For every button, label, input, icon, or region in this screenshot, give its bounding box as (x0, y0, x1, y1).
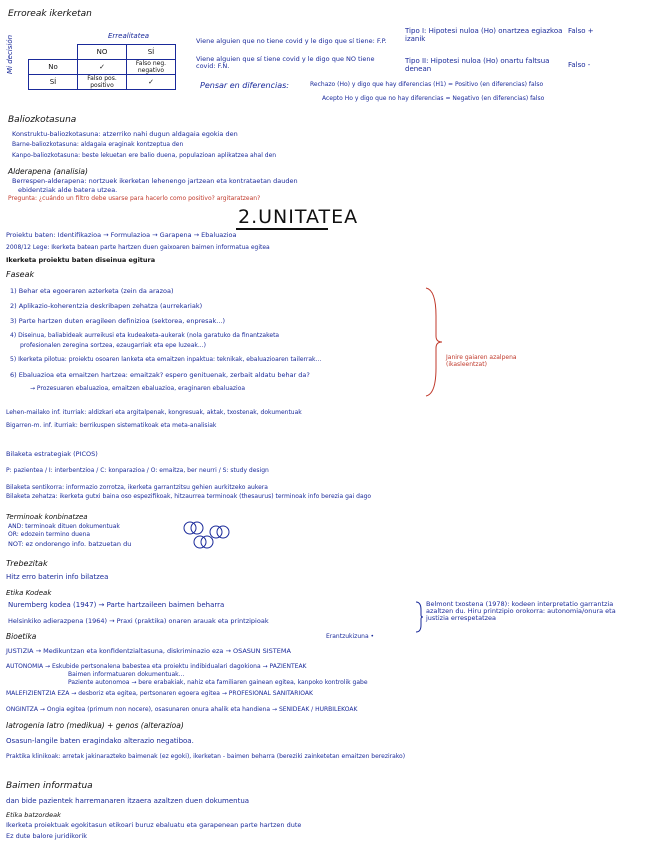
venn-diagram-icons (180, 518, 244, 552)
reality-header: Errealitatea (108, 32, 150, 40)
clinical-practice: Praktika klinikoak: arretak jakinarazteko baimenak (ez egoki), ikerketan - baimen beharra (bereziki zainketetan emaitzen berezirako) (6, 753, 406, 760)
design-structure-line: Ikerketa proiektu baten diseinua egitura (6, 256, 156, 264)
secondary-sources: Bigarren-m. inf. iturriak: berrikuspen sistematikoak eta meta-analisiak (6, 422, 217, 429)
bias-confirmation: Berrespen-alderapena: nortzuek ikerketan lehenengo jartzean eta kontrataetan dauden (12, 177, 298, 185)
term-and: AND: terminoak dituen dokumentuak (8, 523, 120, 530)
phase-6-cont: → Prozesuaren ebaluazioa, emaitzen ebaluazioa, eraginaren ebaluazioa (30, 385, 246, 392)
law-line: 2008/12 Lege: Ikerketa batean parte hartzen duen gaixoaren baimen informatua egitea (6, 244, 270, 251)
specific-search: Bilaketa zehatza: ikerketa gutxi baina oso espezifikoak, hitzaurrea terminoak (thesaurus) terminoak info berezia gai dago (6, 493, 372, 500)
iatrogenia-definition: Osasun-langile baten eragindako alterazio negatiboa. (6, 737, 194, 745)
bias-title: Alderapena (analisia) (8, 167, 88, 176)
cell-si-si: ✓ (127, 75, 176, 90)
validity-title: Baliozkotasuna (8, 115, 77, 125)
pensar-acepto: Acepto Ho y digo que no hay diferencias = Negativo (en diferencias) falso (322, 95, 545, 102)
autonomy-consent: Baimen informatuaren dokumentuak... (68, 671, 185, 678)
col-header-si: SÍ (127, 45, 176, 60)
nonmaleficence-principle: MALEFIZIENTZIA EZA → desboriz eta egitea, pertsonaren egoera egitea → PROFESIONAL SANITARIOAK (6, 690, 313, 697)
sensitive-search: Bilaketa sentikorra: informazio zorrotza, ikerketa garrantzitsu gehien aurkitzeko aukera (6, 484, 268, 491)
primary-sources: Lehen-mailako inf. iturriak: aldizkari eta argitalpenak, kongresuak, aktak, txostenak, dokumentuak (6, 409, 302, 416)
belmont-brace-icon (414, 600, 424, 634)
truncation-title: Trebezitak (6, 559, 48, 568)
error-table (28, 44, 176, 90)
ethics-committee-role: Ikerketa proiektuak egokitasun etikoari buruz ebaluatu eta garapenean parte hartzen dute (6, 821, 302, 829)
errors-title: Erroreak ikerketan (8, 9, 92, 19)
helsinki-declaration: Helsinkiko adierazpena (1964) → Praxi (praktika) onaren arauak eta printzipioak (8, 617, 269, 625)
picos-line: P: pazientea / I: interbentzioa / C: konparazioa / O: emaitza, ber neurri / S: study design (6, 467, 269, 474)
phases-note: Janire gaiaren azalpena (ikasleentzat) (446, 354, 517, 368)
justice-principle: JUSTIZIA → Medikuntzan eta konfidentzialtasuna, diskriminazio eza → OSASUN SISTEMA (6, 647, 291, 655)
tipo2-tag: Falso - (568, 61, 591, 69)
ethics-codes-title: Etika Kodeak (6, 589, 52, 597)
col-header-no: NO (78, 45, 127, 60)
autonomy-principle: AUTONOMIA → Eskubide pertsonalena babestea eta proiektu indibidualari dagokiona → PAZIENTEAK (6, 663, 307, 670)
phase-3: 3) Parte hartzen duten eragileen definizioa (sektorea, enpresak...) (10, 317, 225, 325)
cell-no-si: Falso neg. negativo (127, 60, 176, 75)
bioethics-title: Bioetika (6, 632, 37, 641)
informed-consent-title: Baimen informatua (6, 781, 93, 791)
note-false-negative: Viene alguien que sí tiene covid y le digo que NO tiene covid: F.N. (196, 55, 375, 71)
phase-6: 6) Ebaluazioa eta emaitzen hartzea: emaitzak? espero genituenak, zerbait aldatu behar da? (10, 371, 310, 379)
phases-brace-icon (424, 286, 444, 398)
ethics-committee-legal: Ez dute balore juridikorik (6, 832, 88, 840)
table-corner (29, 45, 78, 60)
iatrogenia-title: Iatrogenia Iatro (medikua) + genos (alterazioa) (6, 721, 184, 730)
bias-confirmation-cont: ebidentziak alde batera utzea. (18, 186, 118, 194)
phase-2: 2) Aplikazio-koherentzia deskribapen zehatza (aurrekariak) (10, 302, 203, 310)
unit-title-underline (236, 228, 328, 230)
row-header-no: No (29, 60, 78, 75)
decision-side-label: Mi decisión (6, 34, 14, 74)
cell-no-no: ✓ (78, 60, 127, 75)
note-false-positive: Viene alguien que no tiene covid y le digo que sí tiene: F.P. (196, 37, 387, 45)
truncation-line: Hitz erro baterin info bilatzea (6, 573, 109, 581)
project-phases-line: Proiektu baten: Identifikazioa → Formulazioa → Garapena → Ebaluazioa (6, 231, 237, 239)
nuremberg-code: Nuremberg kodea (1947) → Parte hartzaileen baimen beharra (8, 601, 225, 609)
term-or: OR: edozein termino duena (8, 531, 91, 538)
tipo2-text: Tipo II: Hipotesi nuloa (Ho) onartu faltsua denean (405, 57, 550, 73)
responsibility-label: Erantzukizuna • (326, 633, 375, 640)
cell-si-no: Falso pos. positivo (78, 75, 127, 90)
informed-consent-def: dan bide pazientek harremanaren itzaera azaltzen duen dokumentua (6, 797, 250, 805)
pensar-title: Pensar en diferencias: (200, 81, 289, 90)
validity-internal: Barne-baliozkotasuna: aldagaia eraginak kontzeptua den (12, 141, 184, 148)
unit-title: 2.UNITATEA (238, 206, 359, 228)
phase-1: 1) Behar eta egoeraren azterketa (zein da arazoa) (10, 287, 174, 295)
beneficence-principle: ONGINTZA → Ongia egitea (primum non nocere), osasunaren onura ahalik eta handiena → SENIDEAK / HURBILEKOAK (6, 706, 358, 713)
term-not: NOT: ez ondorengo info. batzuetan du (8, 540, 132, 548)
phase-4: 4) Diseinua, baliabideak aurreikusi eta kudeaketa-aukerak (nola garatuko da finantzaketa (10, 332, 280, 339)
combine-terms-title: Terminoak konbinatzea (6, 513, 88, 521)
row-header-si: SÍ (29, 75, 78, 90)
tipo1-text: Tipo I: Hipotesi nuloa (Ho) onartzea egiazkoa izanik (405, 27, 563, 43)
belmont-report: Belmont txostena (1978): kodeen interpretatio garrantzia azaltzen du. Hiru printzipio orokorra: autonomia/onura eta justizia errespetatzea (426, 600, 616, 623)
phase-4-cont: profesionalen zeregina sortzea, ezaugarriak eta epe luzeak...) (20, 342, 206, 349)
bias-question: Pregunta: ¿cuándo un filtro debe usarse para hacerlo como positivo? argitaratzean? (8, 195, 261, 202)
phase-5: 5) Ikerketa pilotua: proiektu osoaren lanketa eta emaitzen inpaktua: teknikak, ebaluazioaren tailerrak... (10, 356, 322, 363)
ethics-committee-title: Etika batzordeak (6, 811, 61, 819)
validity-external: Kanpo-baliozkotasuna: beste lekuetan ere balio duena, populazioan aplikatzea ahal den (12, 152, 277, 159)
pensar-rechazo: Rechazo (Ho) y digo que hay diferencias (H1) = Positivo (en diferencias) falso (310, 81, 544, 88)
validity-construct: Konstruktu-baliozkotasuna: atzerriko nahi dugun aldagaia egokia den (12, 130, 238, 138)
search-strategy-title: Bilaketa estrategiak (PICOS) (6, 450, 98, 458)
tipo1-tag: Falso + (568, 27, 594, 35)
autonomy-patient: Paziente autonomoa → bere erabakiak, nahiz eta familiaren gainean egitea, kanpoko kontrolik gabe (68, 679, 368, 686)
phases-title: Faseak (6, 270, 35, 279)
